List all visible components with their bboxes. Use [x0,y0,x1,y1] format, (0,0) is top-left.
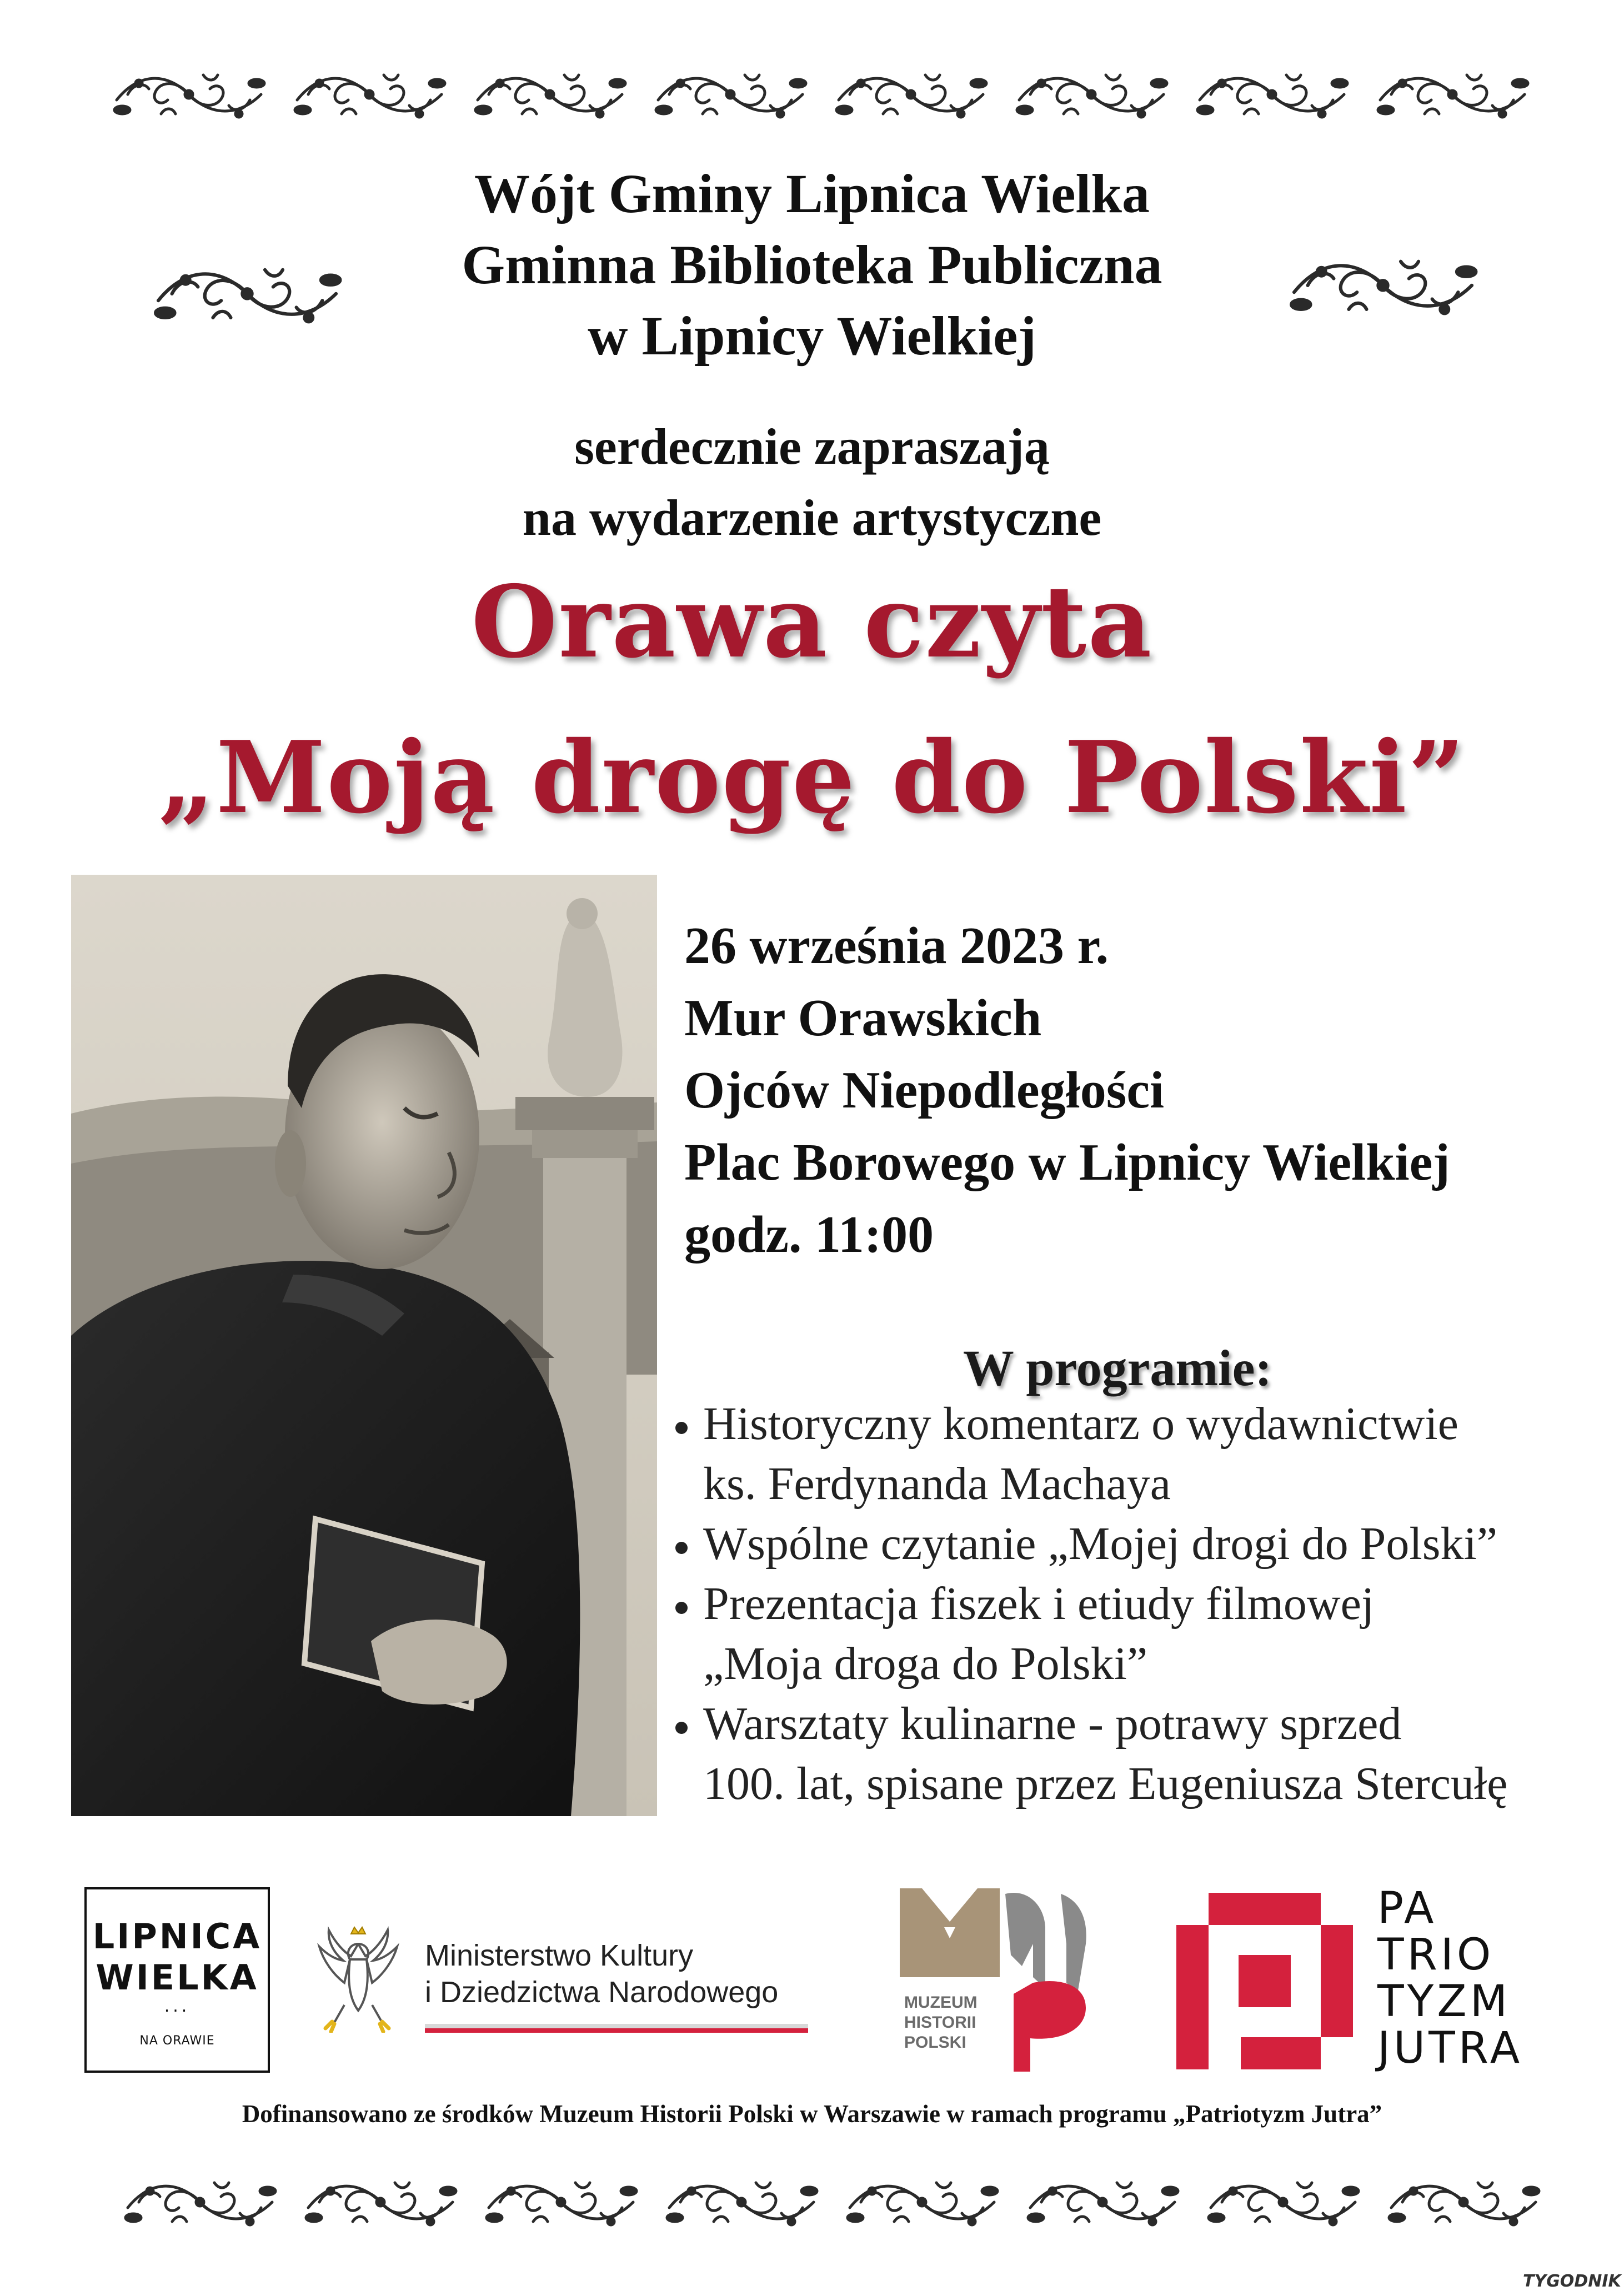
invitation-block [0,411,1624,553]
museum-name-line: HISTORII [904,2013,976,2032]
floral-ornament-icon [297,2169,464,2241]
event-info [684,910,1595,1271]
floral-ornament-icon [1200,2169,1366,2241]
floral-ornament-icon [117,2169,283,2241]
program-item [671,1694,1604,1814]
logo-text: LIPNICA [92,1916,262,1957]
floral-ornament-icon [1380,2169,1547,2241]
white-eagle-emblem-icon [311,1922,405,2033]
bullet-icon [675,1602,688,1614]
wordmark-line: TYZM [1377,1977,1511,2027]
organizers-block [0,158,1624,372]
organizer-line: w Lipnicy Wielkiej [588,305,1036,367]
program-item-line: Warsztaty kulinarne - potrawy sprzed [703,1698,1402,1749]
floral-ornament-icon [286,61,453,133]
bullet-icon [675,1722,688,1734]
wordmark-line: JUTRA [1377,2023,1523,2073]
organizer-line: Gminna Biblioteka Publiczna [462,234,1162,295]
floral-ornament-icon [1019,2169,1186,2241]
museum-name-line: POLSKI [904,2033,966,2052]
program-item-line: ks. Ferdynanda Machaya [703,1458,1171,1510]
floral-ornament-icon [647,61,814,133]
museum-name [904,1993,978,2053]
patriotyzm-jutra-wordmark [1377,1885,1523,2072]
program-heading: W programie: [963,1340,1272,1396]
event-date: 26 września 2023 r. [684,917,1109,975]
program-item-line: Historyczny komentarz o wydawnictwie [703,1398,1458,1450]
floral-ornament-icon [828,61,994,133]
floral-ornament-icon [106,61,272,133]
bullet-icon [675,1542,688,1554]
program-item-line: Wspólne czytanie „Mojej drogi do Polski” [703,1518,1498,1570]
wordmark-line: TRIO [1377,1930,1495,1980]
museum-name-line: MUZEUM [904,1993,978,2012]
event-title-line1: Orawa czyta [471,564,1153,680]
bottom-ornament-row [0,2169,1624,2247]
logo-text: WIELKA [96,1957,259,1998]
priest-portrait-photo [71,875,657,1816]
floral-ornament-icon [658,2169,825,2241]
program-item-line: „Moja droga do Polski” [703,1638,1148,1690]
floral-ornament-icon [839,2169,1005,2241]
program-item-line: 100. lat, spisane przez Eugeniusza Stercułę [703,1758,1508,1809]
ministry-name [425,1937,778,2011]
invitation-line: serdecznie zapraszają [574,418,1050,475]
event-place-line: Mur Orawskich [684,989,1042,1047]
floral-ornament-icon [467,61,633,133]
event-place-line: Plac Borowego w Lipnicy Wielkiej [684,1134,1450,1191]
watermark: TYGODNIK [1523,2272,1621,2291]
program-item-line: Prezentacja fiszek i etiudy filmowej [703,1578,1375,1630]
wordmark-line: PA [1377,1883,1437,1933]
organizer-line: Wójt Gminy Lipnica Wielka [474,163,1150,224]
program-item [671,1574,1604,1694]
event-time: godz. 11:00 [684,1206,934,1264]
ministry-logo [311,1922,811,2044]
flag-bar-white [425,2024,808,2028]
ministry-name-line: i Dziedzictwa Narodowego [425,1976,779,2009]
logo-subtext: NA ORAWIE [139,2034,215,2048]
floral-ornament-icon [1189,61,1355,133]
invitation-line: na wydarzenie artystyczne [522,489,1102,546]
lipnica-wielka-logo [84,1887,270,2073]
program-item [671,1394,1604,1514]
event-place-line: Ojców Niepodległości [684,1061,1165,1119]
event-title-line2: „Moją drogę do Polski” [158,719,1466,835]
bullet-icon [675,1422,688,1434]
top-ornament-row [0,61,1624,139]
logo-dots: ... [164,1997,191,2016]
floral-ornament-icon [1369,61,1536,133]
funding-note: Dofinansowano ze środków Muzeum Historii Polski w Warszawie w ramach programu „Patriotyzm Jutra” [242,2100,1382,2128]
floral-ornament-icon [478,2169,644,2241]
flag-bar-red [425,2028,808,2033]
ministry-name-line: Ministerstwo Kultury [425,1939,694,1972]
program-list [671,1394,1604,1814]
patriotyzm-jutra-p-logo-icon [1176,1893,1353,2069]
program-item [671,1514,1604,1574]
floral-ornament-icon [1008,61,1175,133]
